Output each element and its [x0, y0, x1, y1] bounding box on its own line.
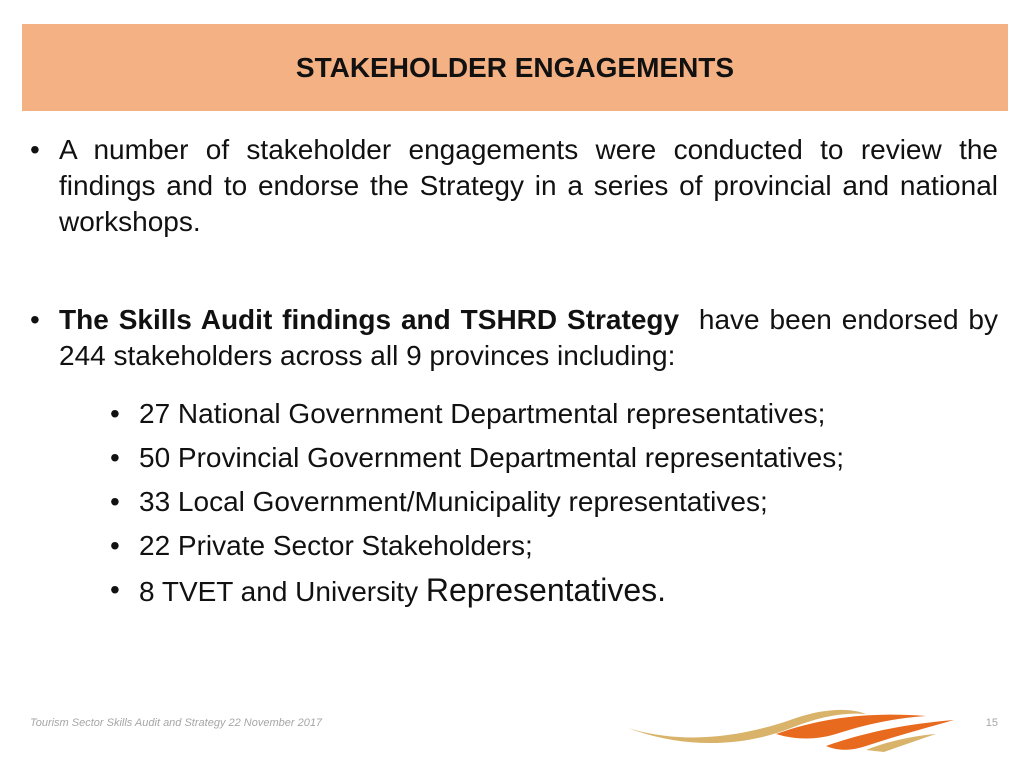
slide-content: [30, 132, 1006, 614]
list-item: • 50 Provincial Government Departmental representatives;: [110, 436, 998, 480]
bullet-2: [30, 302, 1006, 374]
page-number: 15: [985, 717, 998, 729]
footer-text: Tourism Sector Skills Audit and Strategy 22 November 2017: [30, 717, 323, 729]
list-item: • 33 Local Government/Municipality representatives;: [110, 480, 998, 524]
title-bar: [22, 24, 1008, 111]
bullet-2-bold-text: The Skills Audit findings and TSHRD Strategy: [59, 304, 680, 335]
list-item: • 27 National Government Departmental representatives;: [110, 392, 998, 436]
swoosh-logo-icon: [626, 706, 956, 756]
bullet-2-text: have been endorsed by 244 stakeholders across all 9 provinces including:: [59, 304, 1006, 371]
list-item: • 22 Private Sector Stakeholders;: [110, 524, 998, 568]
list-item-last-large: Representatives.: [425, 572, 666, 608]
slide-title: STAKEHOLDER ENGAGEMENTS: [295, 51, 735, 83]
bullet-1-text: A number of stakeholder engagements were conducted to review the findings and to endorse the Strategy in a series of provincial and national workshops.: [59, 134, 998, 237]
stakeholder-list: [30, 392, 998, 614]
list-item-last-small: 8 TVET and University: [139, 576, 426, 607]
list-item-last: [110, 568, 998, 614]
bullet-1: [30, 132, 998, 240]
